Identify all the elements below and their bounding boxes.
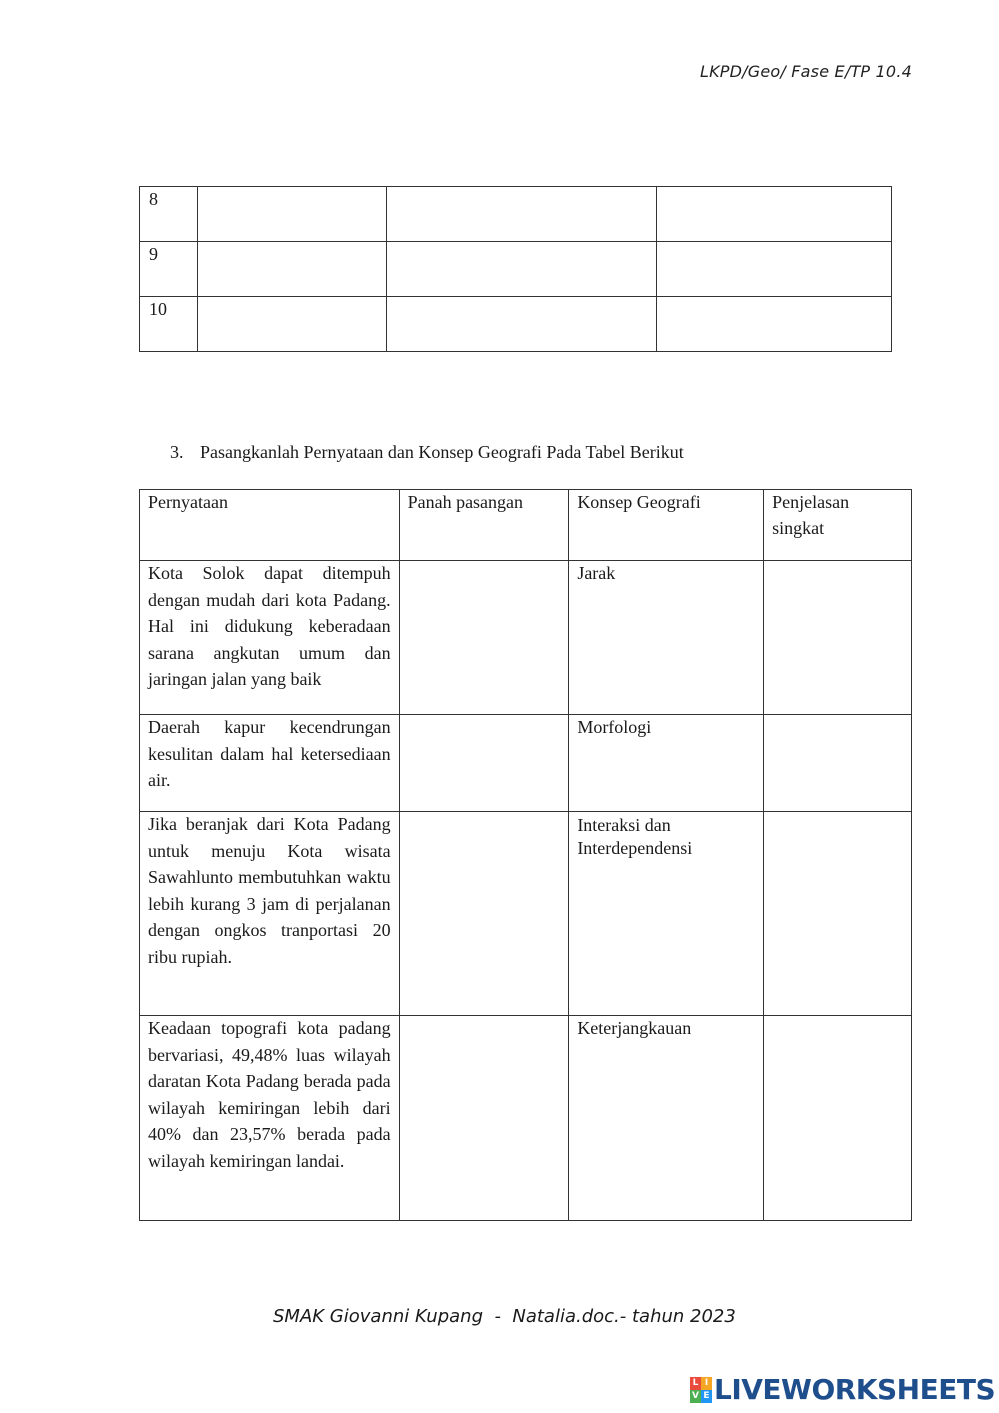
arrow-match-cell[interactable] (399, 561, 569, 715)
arrow-match-cell[interactable] (399, 812, 569, 1016)
liveworksheets-watermark (690, 1373, 995, 1406)
row-number: 8 (140, 187, 198, 242)
statement-cell: Jika beranjak dari Kota Padang untuk menuju Kota wisata Sawahlunto membutuhkan waktu lebih kurang 3 jam di perjalanan dengan ongkos tranportasi 20 ribu rupiah. (140, 812, 400, 1016)
watermark-text: LIVEWORKSHEETS (714, 1373, 996, 1406)
explanation-cell[interactable] (764, 1016, 912, 1221)
concept-cell: Morfologi (569, 715, 764, 812)
table-row (140, 561, 912, 715)
logo-letter: L (690, 1377, 701, 1390)
concept-cell: Interaksi dan Interdependensi (569, 812, 764, 1016)
logo-letter: E (701, 1390, 712, 1403)
table-row (140, 187, 892, 242)
table-row (140, 297, 892, 352)
answer-cell[interactable] (198, 187, 387, 242)
document-code-header: LKPD/Geo/ Fase E/TP 10.4 (700, 62, 912, 81)
answer-table-continued (139, 186, 892, 352)
logo-letter: I (701, 1377, 712, 1390)
explanation-cell[interactable] (764, 561, 912, 715)
header-arrow: Panah pasangan (399, 490, 569, 561)
row-number: 9 (140, 242, 198, 297)
answer-cell[interactable] (387, 187, 657, 242)
logo-letter: V (690, 1390, 701, 1403)
document-footer: SMAK Giovanni Kupang - Natalia.doc.- tahun 2023 (273, 1306, 736, 1327)
matching-table (139, 489, 912, 1221)
statement-cell: Keadaan topografi kota padang bervariasi, 49,48% luas wilayah daratan Kota Padang berada pada wilayah kemiringan lebih dari 40% dan 23,57% berada pada wilayah kemiringan landai. (140, 1016, 400, 1221)
answer-cell[interactable] (657, 297, 892, 352)
answer-cell[interactable] (657, 242, 892, 297)
concept-cell: Jarak (569, 561, 764, 715)
statement-cell: Kota Solok dapat ditempuh dengan mudah dari kota Padang. Hal ini didukung keberadaan sarana angkutan umum dan jaringan jalan yang baik (140, 561, 400, 715)
arrow-match-cell[interactable] (399, 715, 569, 812)
statement-cell: Daerah kapur kecendrungan kesulitan dalam hal ketersediaan air. (140, 715, 400, 812)
concept-cell: Keterjangkauan (569, 1016, 764, 1221)
answer-cell[interactable] (387, 242, 657, 297)
table-row (140, 242, 892, 297)
liveworksheets-logo-icon (690, 1377, 712, 1403)
table-row (140, 812, 912, 1016)
explanation-cell[interactable] (764, 812, 912, 1016)
table-row (140, 715, 912, 812)
header-concept: Konsep Geografi (569, 490, 764, 561)
header-statement: Pernyataan (140, 490, 400, 561)
question-heading (170, 442, 684, 463)
row-number: 10 (140, 297, 198, 352)
answer-cell[interactable] (198, 297, 387, 352)
answer-cell[interactable] (198, 242, 387, 297)
answer-cell[interactable] (657, 187, 892, 242)
question-number: 3. (170, 442, 184, 462)
question-text: Pasangkanlah Pernyataan dan Konsep Geografi Pada Tabel Berikut (200, 442, 684, 462)
table-header-row (140, 490, 912, 561)
table-row (140, 1016, 912, 1221)
explanation-cell[interactable] (764, 715, 912, 812)
answer-cell[interactable] (387, 297, 657, 352)
header-explanation: Penjelasan singkat (764, 490, 912, 561)
arrow-match-cell[interactable] (399, 1016, 569, 1221)
